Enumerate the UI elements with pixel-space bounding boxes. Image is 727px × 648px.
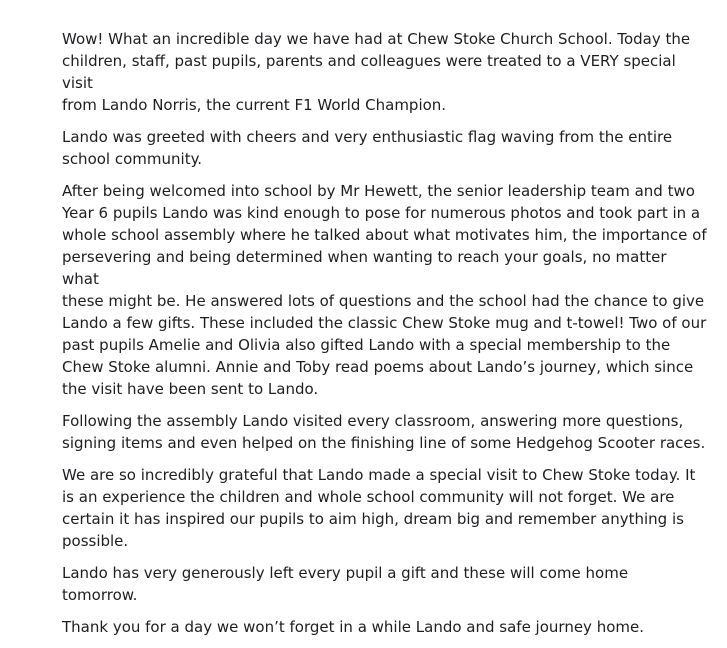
paragraph-greeting: Lando was greeted with cheers and very enthusiastic flag waving from the entire school community. bbox=[62, 128, 673, 168]
paragraph-assembly: After being welcomed into school by Mr Hewett, the senior leadership team and two Year 6 pupils Lando was kind enough to pose for numerous photos and took part in a whole school assembly where he talked about what motivates him, the importance of persevering and being determined when wanting to reach your goals, no matter what these might be. He answered lots of questions and the school had the chance to give Lando a few gifts. These included the classic Chew Stoke mug and t-towel! Two of our past pupils Amelie and Olivia also gifted Lando with a special membership to the Chew Stoke alumni. Annie and Toby read poems about Lando’s journey, which since the visit have been sent to Lando. bbox=[62, 182, 707, 398]
paragraph-thanks: Thank you for a day we won’t forget in a while Lando and safe journey home. bbox=[62, 618, 644, 636]
paragraph-intro: Wow! What an incredible day we have had at Chew Stoke Church School. Today the children, staff, past pupils, parents and colleagues were treated to a VERY special visit from Lando Norris, the current F1 World Champion. bbox=[62, 30, 691, 114]
paragraph-gratitude: We are so incredibly grateful that Lando made a special visit to Chew Stoke today. It is an experience the children and whole school community will not forget. We are certain it has inspired our pupils to aim high, dream big and remember anything is possible. bbox=[62, 466, 696, 550]
paragraph-gift: Lando has very generously left every pupil a gift and these will come home tomorrow. bbox=[62, 564, 629, 604]
paragraph-classrooms: Following the assembly Lando visited every classroom, answering more questions, signing items and even helped on the finishing line of some Hedgehog Scooter races. bbox=[62, 412, 706, 452]
post-body bbox=[62, 28, 707, 648]
